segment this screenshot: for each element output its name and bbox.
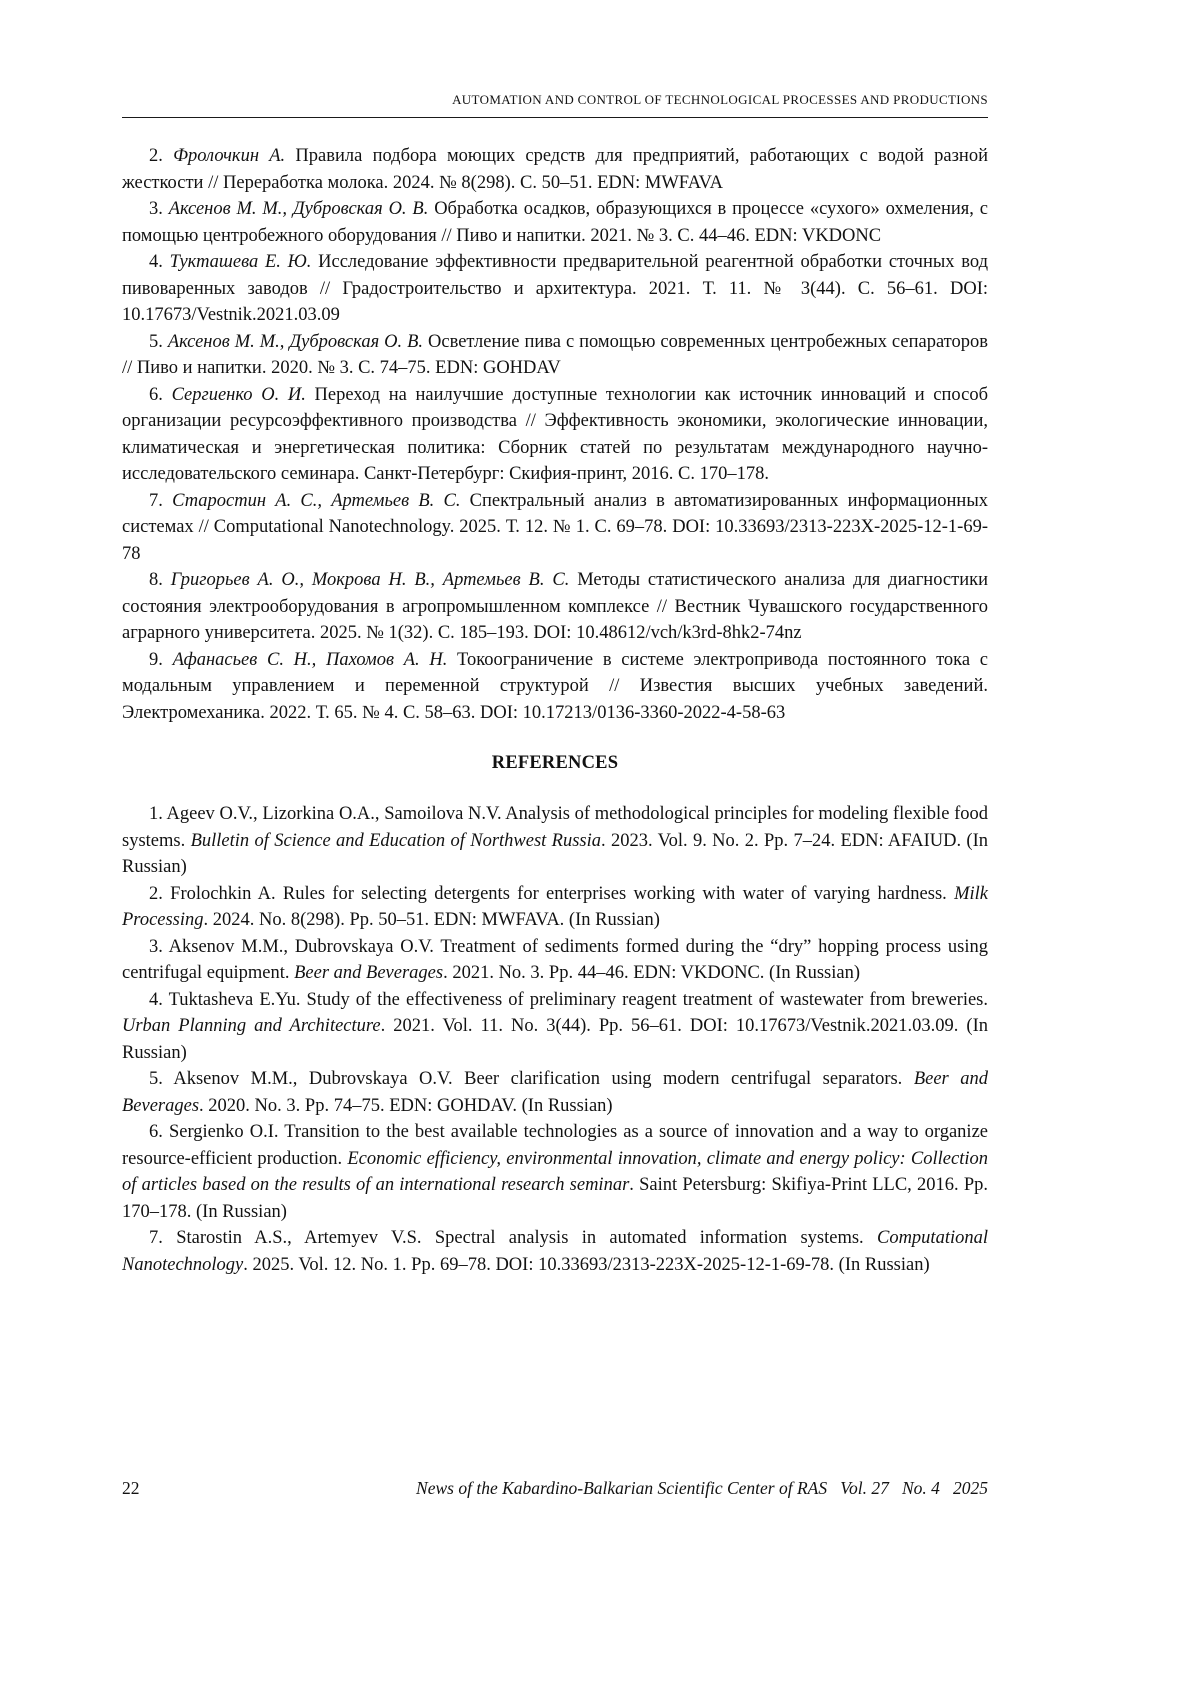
reference-segment-italic: Beer and Beverages [122, 1069, 988, 1116]
reference-segment: . 2025. Vol. 12. No. 1. Pp. 69–78. DOI: 10.33693/2313-223X-2025-12-1-69-78. (In Russian) [243, 1254, 930, 1275]
reference-segment: 1. Ageev O.V., Lizorkina O.A., Samoilova N.V. Analysis of methodological principles for modeling flexible food systems. [122, 804, 988, 851]
reference-segment: 4. Tuktasheva E.Yu. Study of the effectiveness of preliminary reagent treatment of wastewater from breweries. [149, 989, 988, 1010]
reference-segment-italic: Аксенов М. М., Дубровская О. В. [167, 331, 424, 352]
page-footer [122, 1478, 988, 1499]
reference-segment: Осветление пива с помощью современных центробежных сепараторов // Пиво и напитки. 2020. № 3. С. 74–75. EDN: GOHDAV [122, 331, 989, 378]
reference-item [122, 647, 988, 727]
reference-segment-italic: Сергиенко О. И. [171, 384, 306, 405]
reference-segment: . 2021. No. 3. Pp. 44–46. EDN: VKDONC. (In Russian) [443, 963, 860, 983]
running-header-text: AUTOMATION AND CONTROL OF TECHNOLOGICAL PROCESSES AND PRODUCTIONS [452, 92, 988, 107]
reference-segment: 2. Frolochkin A. Rules for selecting detergents for enterprises working with water of varying hardness. [149, 883, 955, 904]
reference-item [122, 801, 988, 881]
page-number: 22 [122, 1478, 140, 1498]
reference-segment: 2. [149, 146, 174, 166]
reference-segment: Обработка осадков, образующихся в процессе «сухого» охмеления, с помощью центробежного оборудования // Пиво и напитки. 2021. № 3. С. 44–46. EDN: VKDONC [122, 199, 988, 246]
reference-item [122, 1066, 988, 1119]
reference-segment-italic: Старостин А. С., Артемьев В. С. [172, 490, 461, 511]
reference-segment-italic: Bulletin of Science and Education of Northwest Russia [190, 830, 602, 851]
reference-segment-italic: Тукташева Е. Ю. [169, 252, 312, 272]
reference-segment: 5. Aksenov M.M., Dubrovskaya O.V. Beer clarification using modern centrifugal separators. [149, 1069, 914, 1089]
reference-segment-italic: Григорьев А. О., Мокрова Н. В., Артемьев В. С. [170, 570, 570, 590]
english-references-section [122, 801, 988, 1278]
reference-segment: 8. [149, 570, 171, 590]
reference-segment: . Saint Petersburg: Skifiya-Print LLC, 2016. Pp. 170–178. (In Russian) [122, 1175, 988, 1222]
reference-segment: 7. Starostin A.S., Artemyev V.S. Spectral analysis in automated information systems. [149, 1228, 877, 1248]
header-rule [122, 117, 988, 118]
reference-item [122, 329, 988, 382]
reference-segment: . 2021. Vol. 11. No. 3(44). Pp. 56–61. DOI: 10.17673/Vestnik.2021.03.09. (In Russian) [122, 1016, 989, 1063]
reference-segment: . 2020. No. 3. Pp. 74–75. EDN: GOHDAV. (In Russian) [199, 1095, 613, 1116]
reference-item [122, 1119, 988, 1225]
reference-segment: 5. [149, 331, 168, 352]
journal-footer: News of the Kabardino-Balkarian Scientific Center of RAS Vol. 27 No. 4 2025 [416, 1478, 988, 1498]
reference-segment: Правила подбора моющих средств для предприятий, работающих с водой разной жесткости // Переработка молока. 2024. № 8(298). С. 50–51. EDN: MWFAVA [122, 146, 988, 193]
reference-segment-italic: Milk Processing [122, 883, 988, 930]
page-content [122, 92, 988, 1278]
reference-item [122, 1225, 988, 1278]
reference-segment-italic: Urban Planning and Architecture [122, 1016, 381, 1036]
reference-segment: Токоограничение в системе электропривода постоянного тока с модальным управлением и переменной структурой // Известия высших учебных заведений. Электромеханика. 2022. Т. 65. № 4. С. 58–63. DOI: 10.17213/0136-3360-2022-4-58-63 [122, 649, 989, 723]
reference-segment: 6. Sergienko O.I. Transition to the best available technologies as a source of innovation and a way to organize resource-efficient production. [122, 1122, 988, 1169]
references-heading: REFERENCES [491, 753, 619, 773]
reference-segment-italic: Аксенов М. М., Дубровская О. В. [168, 199, 429, 219]
reference-segment: 3. Aksenov M.M., Dubrovskaya O.V. Treatment of sediments formed during the “dry” hopping process using centrifugal equipment. [122, 936, 988, 983]
reference-item [122, 987, 988, 1067]
reference-segment: Исследование эффективности предварительной реагентной обработки сточных вод пивоваренных заводов // Градостроительство и архитектура. 2021. Т. 11. № 3(44). С. 56–61. DOI: 10.17673/Vestnik.2021.03.09 [122, 252, 989, 325]
reference-segment: Переход на наилучшие доступные технологии как источник инноваций и способ организации ресурсоэффективного производства // Эффективность экономики, экологические инновации, климатическая и энергетическая политика: Сборник статей по результатам международного научно-исследовательского семинара. Санкт-Петербург: Скифия-принт, 2016. С. 170–178. [122, 384, 989, 484]
reference-segment-italic: Beer and Beverages [294, 963, 444, 983]
reference-item [122, 488, 988, 568]
russian-references-section [122, 143, 988, 726]
reference-segment: 7. [149, 490, 173, 511]
reference-item [122, 196, 988, 249]
reference-segment-italic: Computational Nanotechnology [122, 1228, 988, 1275]
reference-item [122, 143, 988, 196]
reference-item [122, 382, 988, 488]
reference-segment: Методы статистического анализа для диагностики состояния электрооборудования в агропромышленном комплексе // Вестник Чувашского государственного аграрного университета. 2025. № 1(32). С. 185–193. DOI: 10.48612/vch/k3rd-8hk2-74nz [122, 570, 988, 643]
reference-item [122, 567, 988, 647]
reference-segment: Спектральный анализ в автоматизированных информационных системах // Computational Nanotechnology. 2025. Т. 12. № 1. С. 69–78. DOI: 10.33693/2313-223X-2025-12-1-69-78 [122, 490, 989, 564]
reference-segment: 9. [149, 649, 173, 670]
reference-segment: . 2023. Vol. 9. No. 2. Pp. 7–24. EDN: AFAIUD. (In Russian) [122, 830, 988, 877]
reference-segment-italic: Фролочкин А. [173, 146, 286, 166]
reference-segment: . 2024. No. 8(298). Pp. 50–51. EDN: MWFAVA. (In Russian) [203, 910, 660, 930]
reference-segment-italic: Афанасьев С. Н., Пахомов А. Н. [172, 649, 448, 670]
reference-item [122, 881, 988, 934]
reference-segment: 3. [149, 199, 169, 219]
reference-item [122, 934, 988, 987]
reference-segment: 4. [149, 252, 170, 272]
reference-segment-italic: Economic efficiency, environmental innovation, climate and energy policy: Collection of articles based on the results of an international research seminar [122, 1148, 988, 1195]
running-header [122, 92, 988, 117]
reference-item [122, 249, 988, 329]
reference-segment: 6. [149, 384, 172, 405]
